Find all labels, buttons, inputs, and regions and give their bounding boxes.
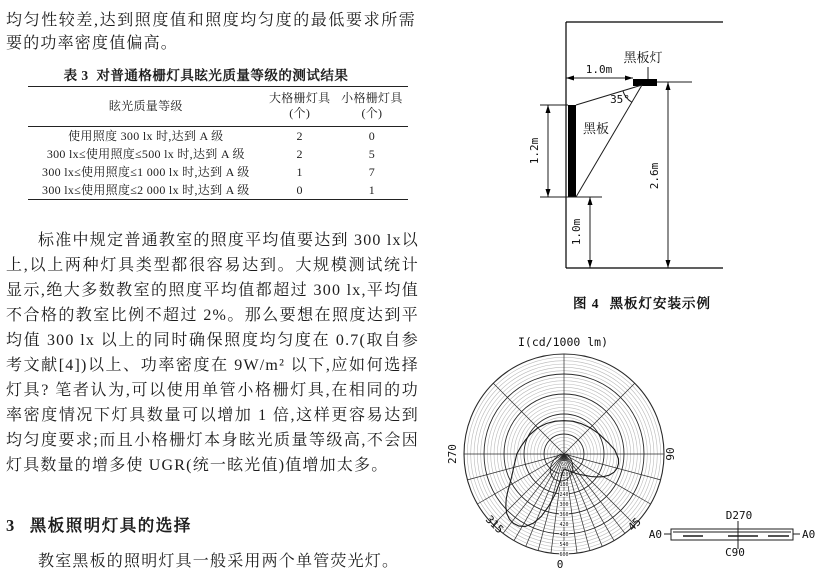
grid-spoke (477, 454, 564, 504)
paragraph-intro: 均匀性较差,达到照度值和照度均匀度的最低要求所需要的功率密度值偏高。 (6, 12, 416, 52)
cell-large: 1 (296, 164, 303, 179)
cell-small: 0 (368, 128, 376, 143)
column-header-condition: 眩光质量等级 (108, 98, 183, 113)
angle-label-45: 45 (625, 515, 644, 534)
column-header-large-grille: 大格栅灯具 (个) (268, 91, 331, 120)
arrowhead (588, 197, 593, 205)
figure4-installation-diagram (440, 0, 823, 322)
cell-condition: 300 lx≤使用照度≤2 000 lx 时,达到 A 级 (42, 182, 250, 197)
radial-tick-label: 540 (559, 541, 569, 548)
label-d270: D270 (725, 509, 753, 522)
label-c90: C90 (725, 546, 745, 559)
radial-tick-label: 60 (560, 461, 568, 468)
glare-quality-table (28, 86, 408, 200)
sight-lines (576, 85, 642, 197)
blackboard-shape (568, 105, 576, 197)
grid-spoke (564, 454, 614, 541)
paragraph-main: 标准中规定普通教室的照度平均值要达到 300 lx以上,以上两种灯具类型都很容易达到。大规模测试统计显示,绝大多数教室的照度平均值都超过 300 lx,平均值不合格的教室比例不超过 2%。那么要想在照度达到平均值 300 lx 以上的同时确保照度均匀度在 0.7(取自参考文献[4])以上、功率密度在 9W/m² 以下,应如何选择灯具? 笔者认为,可以使用单管小格栅灯具,在相同的功率密度情况下灯具数量可以增加 1 倍,这样更容易达到均匀度要求;而且小格栅灯本身眩光质量等级高,不会因灯具数量的增多使 UGR(统一眩光值)值增加太多。 (6, 232, 419, 474)
radial-tick-label: 480 (559, 531, 569, 538)
column-header-small-grille: 小格栅灯具 (个) (341, 91, 403, 120)
cell-large: 0 (296, 182, 303, 197)
arrowhead (666, 260, 671, 268)
arrowhead (546, 105, 551, 113)
radial-tick-label: 420 (559, 521, 569, 528)
cell-large: 2 (296, 128, 303, 143)
cell-small: 5 (368, 146, 376, 161)
table-header-row (28, 87, 408, 127)
arrowhead (566, 76, 574, 81)
arrowhead (546, 189, 551, 197)
radial-tick-label: 120 (559, 471, 569, 478)
figure4-caption: 图 4 黑板灯安装示例 (572, 296, 712, 311)
section-title: 黑板照明灯具的选择 (29, 516, 192, 535)
table-caption-text: 对普通格栅灯具眩光质量等级的测试结果 (96, 68, 349, 83)
arrowhead (588, 260, 593, 268)
cell-condition: 300 lx≤使用照度≤1 000 lx 时,达到 A 级 (42, 164, 250, 179)
table-caption-prefix: 表 3 (63, 68, 89, 83)
table-caption (6, 64, 406, 84)
angle-label-270: 270 (446, 444, 459, 464)
cell-large: 2 (296, 146, 303, 161)
cell-condition: 使用照度 300 lx 时,达到 A 级 (68, 128, 224, 143)
angle-label-315: 315 (482, 512, 507, 537)
angle-label-0: 0 (556, 558, 564, 571)
cell-small: 7 (368, 164, 376, 179)
radial-tick-label: 300 (559, 501, 569, 508)
polar-photometric-chart (440, 322, 823, 583)
grid-spoke (514, 454, 564, 541)
radial-tick-label: 360 (559, 511, 569, 518)
section-number: 3 (6, 516, 16, 535)
arrowhead (625, 76, 633, 81)
dim-bottom-label: 1.0m (570, 218, 583, 246)
cell-condition: 300 lx≤使用照度≤500 lx 时,达到 A 级 (46, 146, 245, 161)
dim-height-label: 2.6m (648, 162, 661, 190)
board-label: 黑板 (582, 121, 610, 136)
label-a0-left: A0 (648, 528, 662, 541)
table-row (28, 145, 408, 163)
left-text-column (6, 0, 420, 583)
radial-tick-label: 240 (559, 491, 569, 498)
polar-title: I(cd/1000 lm) (517, 335, 609, 349)
dim-top-label: 1.0m (585, 63, 613, 76)
angle-label: 35° (610, 93, 630, 106)
dim-board-label: 1.2m (528, 137, 541, 165)
lamp-label: 黑板灯 (623, 50, 663, 65)
grid-spoke (564, 454, 651, 504)
luminaire-body (671, 529, 793, 540)
cell-small: 1 (368, 182, 376, 197)
label-a0-right: A0 (802, 528, 816, 541)
section-heading (6, 512, 416, 536)
luminaire-cross-section (649, 509, 816, 559)
table-row (28, 127, 408, 146)
table-row (28, 181, 408, 200)
radial-tick-label: 180 (559, 481, 569, 488)
angle-label-90: 90 (664, 447, 677, 461)
table-row (28, 163, 408, 181)
blackboard-lamp-shape (633, 79, 657, 86)
paragraph-last: 教室黑板的照明灯具一般采用两个单管荧光灯。 (38, 553, 400, 570)
arrowhead (666, 82, 671, 90)
radial-tick-label: 600 (559, 551, 569, 558)
